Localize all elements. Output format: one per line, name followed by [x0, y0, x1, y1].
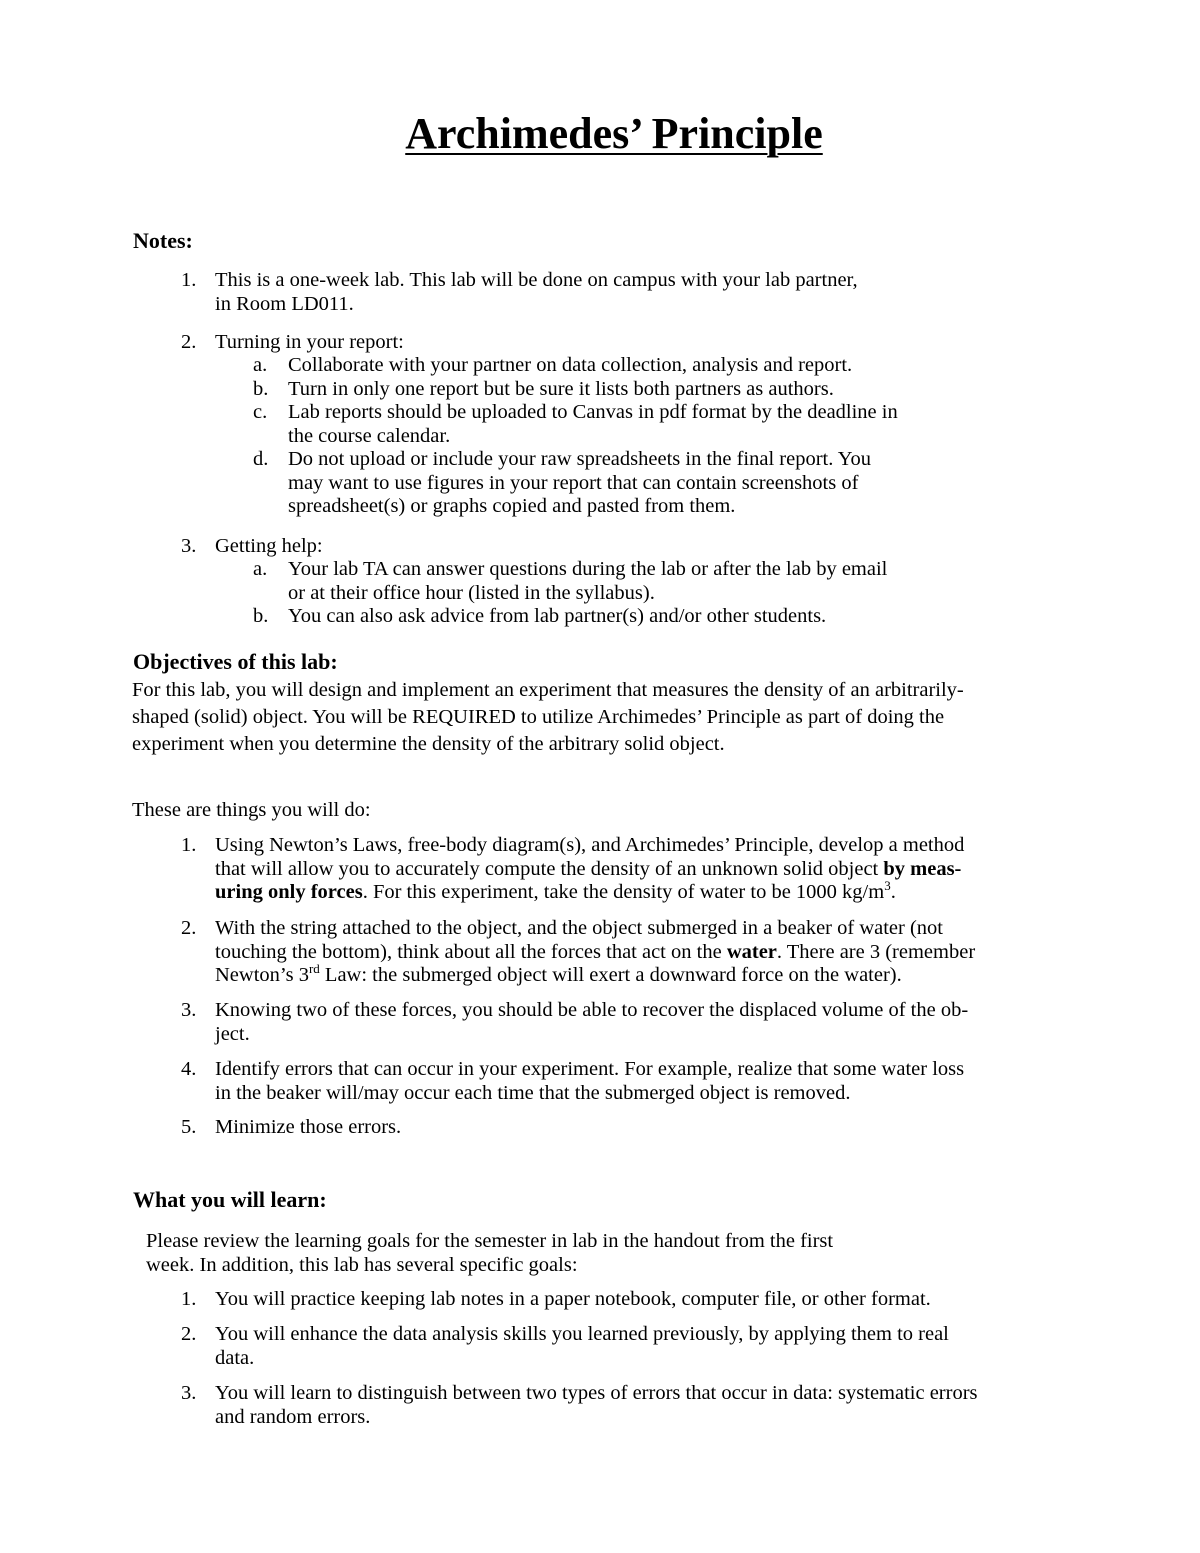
objectives-paragraph	[132, 677, 1132, 758]
text-line: You will practice keeping lab notes in a paper notebook, computer file, or other format.	[215, 1288, 931, 1310]
learn-item-2	[181, 1323, 1091, 1370]
text-line: Using Newton’s Laws, free-body diagram(s), and Archimedes’ Principle, develop a method	[215, 834, 965, 856]
text-line: Lab reports should be uploaded to Canvas in pdf format by the deadline in	[288, 401, 898, 423]
text-line: or at their office hour (listed in the syllabus).	[288, 581, 655, 604]
text-line: and random errors.	[215, 1405, 371, 1428]
bold-text: uring only forces	[215, 881, 363, 903]
superscript: rd	[308, 961, 320, 977]
text-line	[215, 858, 1091, 882]
text-line: in the beaker will/may occur each time that the submerged object is removed.	[215, 1081, 851, 1104]
notes-subitem-3b	[253, 605, 993, 629]
text-line: With the string attached to the object, and the object submerged in a beaker of water (not	[215, 917, 944, 939]
list-number: 3.	[181, 1382, 197, 1404]
text-span: . There are 3 (remember	[776, 940, 976, 963]
notes-item-3	[181, 535, 1091, 559]
list-letter: b.	[253, 605, 269, 627]
text-span: Newton’s 3	[215, 964, 309, 986]
text-line: Minimize those errors.	[215, 1116, 402, 1138]
text-line: the course calendar.	[288, 424, 451, 447]
text-line: spreadsheet(s) or graphs copied and pasted from them.	[288, 495, 736, 517]
text-line: week. In addition, this lab has several specific goals:	[146, 1254, 578, 1276]
objectives-item-3	[181, 999, 1091, 1046]
list-number: 1.	[181, 834, 197, 856]
text-span: touching the bottom), think about all the forces that act on the	[215, 940, 727, 963]
text-line: Knowing two of these forces, you should be able to recover the displaced volume of the ob-	[215, 999, 969, 1021]
text-line: ject.	[215, 1022, 250, 1045]
text-span: .	[890, 881, 896, 903]
text-line: You can also ask advice from lab partner(s) and/or other students.	[288, 605, 827, 627]
text-line	[215, 961, 1091, 988]
text-line: You will enhance the data analysis skills you learned previously, by applying them to real	[215, 1323, 949, 1345]
text-span: Law: the submerged object will exert a downward force on the water).	[319, 964, 902, 986]
objectives-item-1	[181, 834, 1091, 905]
notes-subitem-2b	[253, 378, 993, 402]
list-letter: b.	[253, 378, 269, 400]
notes-subitem-2c	[253, 401, 993, 448]
text-line: Identify errors that can occur in your experiment. For example, realize that some water loss	[215, 1058, 965, 1080]
objectives-item-4	[181, 1058, 1091, 1105]
text-span: . For this experiment, take the density of water to be 1000 kg/m	[362, 881, 885, 903]
text-line: in Room LD011.	[215, 292, 354, 315]
list-number: 3.	[181, 999, 197, 1021]
learn-item-1	[181, 1288, 1091, 1312]
list-number: 4.	[181, 1058, 197, 1080]
text-line	[215, 878, 1091, 905]
list-number: 1.	[181, 269, 197, 291]
notes-subitem-3a	[253, 558, 993, 605]
list-number: 1.	[181, 1288, 197, 1310]
text-line: may want to use figures in your report that can contain screenshots of	[288, 471, 859, 494]
superscript: 3	[884, 878, 891, 894]
text-line: Do not upload or include your raw spreadsheets in the final report. You	[288, 448, 871, 470]
list-number: 5.	[181, 1116, 197, 1138]
list-letter: a.	[253, 558, 268, 580]
list-number: 2.	[181, 917, 197, 939]
list-letter: c.	[253, 401, 268, 423]
objectives-item-5	[181, 1116, 1091, 1140]
notes-item-1	[181, 269, 1091, 316]
notes-subitem-2a	[253, 354, 993, 378]
objectives-heading: Objectives of this lab:	[133, 649, 338, 674]
text-line: Getting help:	[215, 535, 323, 557]
text-line: shaped (solid) object. You will be REQUIRED to utilize Archimedes’ Principle as part of doing the	[132, 706, 945, 728]
text-line: Collaborate with your partner on data collection, analysis and report.	[288, 354, 853, 376]
text-line: data.	[215, 1346, 255, 1369]
text-line: For this lab, you will design and implement an experiment that measures the density of an arbitrarily-	[132, 679, 964, 701]
list-letter: d.	[253, 448, 269, 470]
page-title: Archimedes’ Principle	[405, 109, 823, 158]
objectives-intro: These are things you will do:	[132, 799, 371, 821]
list-number: 3.	[181, 535, 197, 557]
list-letter: a.	[253, 354, 268, 376]
text-line: Your lab TA can answer questions during the lab or after the lab by email	[288, 558, 888, 580]
learn-heading: What you will learn:	[133, 1187, 327, 1212]
list-number: 2.	[181, 331, 197, 353]
text-line: experiment when you determine the density of the arbitrary solid object.	[132, 733, 725, 755]
text-line: Please review the learning goals for the semester in lab in the handout from the first	[146, 1230, 834, 1252]
text-line: Turning in your report:	[215, 331, 404, 353]
text-line	[215, 941, 1091, 965]
text-line: This is a one-week lab. This lab will be done on campus with your lab partner,	[215, 269, 858, 291]
learn-item-3	[181, 1382, 1091, 1429]
learn-paragraph	[146, 1229, 1046, 1277]
objectives-item-2	[181, 917, 1091, 988]
text-line: You will learn to distinguish between two types of errors that occur in data: systematic errors	[215, 1382, 978, 1404]
notes-subitem-2d	[253, 448, 993, 519]
bold-text: water	[726, 940, 777, 963]
bold-text: by meas-	[883, 857, 962, 880]
notes-item-2	[181, 331, 1091, 355]
text-span: that will allow you to accurately compute the density of an unknown solid object	[215, 857, 884, 880]
notes-heading: Notes:	[133, 228, 193, 253]
list-number: 2.	[181, 1323, 197, 1345]
text-line: Turn in only one report but be sure it lists both partners as authors.	[288, 378, 834, 400]
